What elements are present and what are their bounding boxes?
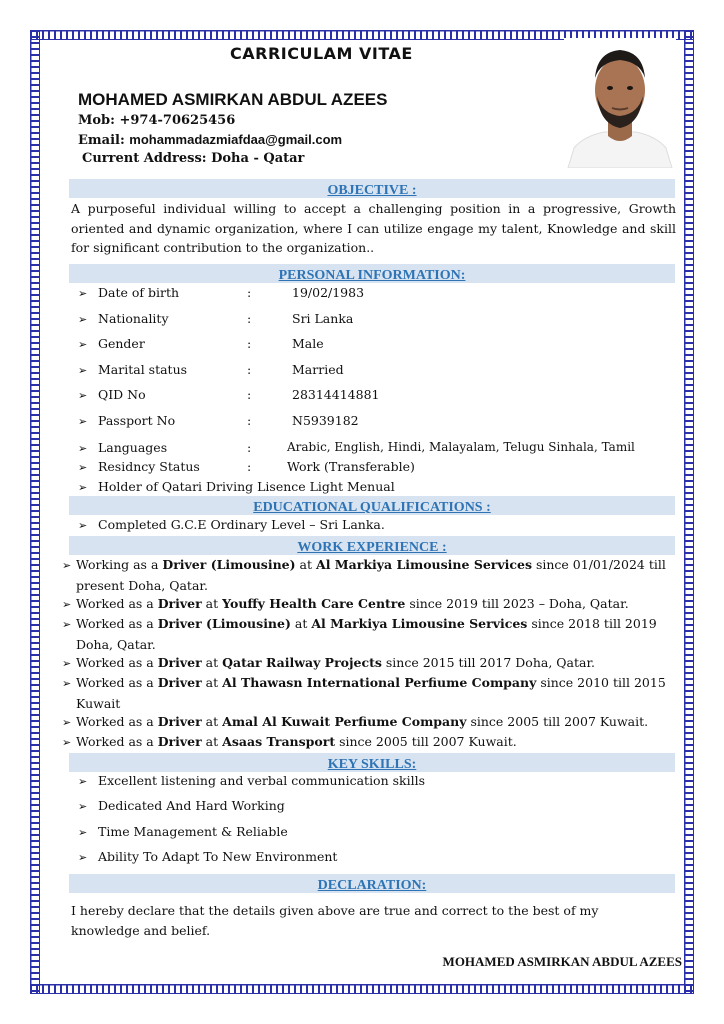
arrow-bullet-icon: ➢ xyxy=(62,716,72,729)
declaration-heading: DECLARATION: xyxy=(317,878,427,893)
work-cont: Doha, Qatar. xyxy=(76,636,156,652)
work-pre: Worked as a xyxy=(76,734,158,749)
arrow-bullet-icon: ➢ xyxy=(78,364,88,377)
work-pre: Worked as a xyxy=(76,675,158,690)
skill-item xyxy=(78,773,425,790)
personal-value: Work (Transferable) xyxy=(287,459,415,474)
work-pre: Worked as a xyxy=(76,714,158,729)
education-text: Completed G.C.E Ordinary Level – Sri Lanka. xyxy=(98,517,385,532)
work-role: Driver xyxy=(157,675,202,690)
arrow-bullet-icon: ➢ xyxy=(62,618,72,631)
arrow-bullet-icon: ➢ xyxy=(78,851,88,864)
address-value: Doha - Qatar xyxy=(211,151,305,166)
work-company: Al Markiya Limousine Services xyxy=(316,557,532,572)
work-item xyxy=(62,712,682,733)
arrow-bullet-icon: ➢ xyxy=(78,338,88,351)
arrow-bullet-icon: ➢ xyxy=(62,657,72,670)
skill-item xyxy=(78,824,288,841)
arrow-bullet-icon: ➢ xyxy=(78,519,88,532)
education-heading-bar xyxy=(69,496,675,515)
education-item xyxy=(78,517,385,534)
work-company: Al Markiya Limousine Services xyxy=(311,616,528,631)
personal-heading: PERSONAL INFORMATION: xyxy=(278,268,466,283)
declaration-heading-bar xyxy=(69,874,675,893)
profile-photo xyxy=(564,38,676,168)
arrow-bullet-icon: ➢ xyxy=(62,559,72,572)
personal-row-gender xyxy=(78,336,98,353)
work-mid: at xyxy=(201,734,223,749)
personal-colon: : xyxy=(247,387,252,402)
work-item xyxy=(62,594,682,615)
arrow-bullet-icon: ➢ xyxy=(62,677,72,690)
personal-label: Residncy Status xyxy=(98,459,200,474)
work-cont: Kuwait xyxy=(76,695,121,711)
work-cont: present Doha, Qatar. xyxy=(76,577,208,593)
skills-heading: KEY SKILLS: xyxy=(327,757,417,772)
work-item xyxy=(62,732,682,753)
personal-value: Male xyxy=(292,336,324,351)
work-item xyxy=(62,673,682,713)
personal-heading-bar xyxy=(69,264,675,283)
arrow-bullet-icon: ➢ xyxy=(78,826,88,839)
work-post: since 2015 till 2017 Doha, Qatar. xyxy=(381,655,596,670)
work-pre: Worked as a xyxy=(76,596,158,611)
personal-value: Arabic, English, Hindi, Malayalam, Telugu Sinhala, Tamil xyxy=(287,440,635,454)
work-role: Driver (Limousine) xyxy=(162,557,296,572)
work-role: Driver (Limousine) xyxy=(157,616,291,631)
email-line xyxy=(78,132,342,148)
border-right xyxy=(684,30,694,994)
work-pre: Worked as a xyxy=(76,616,158,631)
personal-colon: : xyxy=(247,362,252,377)
address-line xyxy=(82,151,304,166)
personal-label: Date of birth xyxy=(98,285,180,300)
personal-label: Marital status xyxy=(98,362,188,377)
document-title: CARRICULAM VITAE xyxy=(230,44,413,63)
skill-text: Time Management & Reliable xyxy=(98,824,288,839)
personal-colon: : xyxy=(247,285,252,300)
border-bottom xyxy=(30,984,694,994)
skill-item xyxy=(78,798,285,815)
personal-label: Passport No xyxy=(98,413,176,428)
portrait-illustration xyxy=(564,38,676,168)
work-item xyxy=(62,653,682,674)
email-value: mohammadazmiafdaa@gmail.com xyxy=(129,132,343,147)
work-item xyxy=(62,614,682,654)
arrow-bullet-icon: ➢ xyxy=(62,736,72,749)
work-post: since 01/01/2024 till xyxy=(532,557,666,572)
work-mid: at xyxy=(201,655,223,670)
work-role: Driver xyxy=(157,734,202,749)
education-heading: EDUCATIONAL QUALIFICATIONS : xyxy=(253,500,491,515)
work-mid: at xyxy=(201,675,223,690)
personal-value: 28314414881 xyxy=(292,387,380,402)
arrow-bullet-icon: ➢ xyxy=(78,415,88,428)
work-company: Qatar Railway Projects xyxy=(222,655,382,670)
objective-heading-bar xyxy=(69,179,675,198)
signature-name: MOHAMED ASMIRKAN ABDUL AZEES xyxy=(442,954,682,969)
driving-license-text: Holder of Qatari Driving Lisence Light Menual xyxy=(98,479,395,494)
work-mid: at xyxy=(290,616,312,631)
declaration-text: I hereby declare that the details given above are true and correct to the best of my knowledge and belief. xyxy=(71,903,599,938)
personal-colon: : xyxy=(247,440,252,455)
mobile-value: +974-70625456 xyxy=(119,113,236,128)
work-role: Driver xyxy=(157,714,202,729)
personal-label: Nationality xyxy=(98,311,169,326)
address-label: Current Address: xyxy=(82,151,207,166)
work-post: since 2005 till 2007 Kuwait. xyxy=(335,734,517,749)
work-heading-bar xyxy=(69,536,675,555)
work-company: Youffy Health Care Centre xyxy=(222,596,406,611)
personal-colon: : xyxy=(247,336,252,351)
work-role: Driver xyxy=(157,596,202,611)
work-post: since 2019 till 2023 – Doha, Qatar. xyxy=(405,596,629,611)
personal-row-driving xyxy=(78,479,395,496)
personal-row-dob xyxy=(78,285,98,302)
skill-text: Excellent listening and verbal communication skills xyxy=(98,773,426,788)
personal-value: 19/02/1983 xyxy=(292,285,365,300)
arrow-bullet-icon: ➢ xyxy=(62,598,72,611)
skills-heading-bar xyxy=(69,753,675,772)
arrow-bullet-icon: ➢ xyxy=(78,313,88,326)
personal-row-marital xyxy=(78,362,98,379)
work-pre: Working as a xyxy=(76,557,163,572)
arrow-bullet-icon: ➢ xyxy=(78,287,88,300)
personal-value: N5939182 xyxy=(292,413,359,428)
personal-colon: : xyxy=(247,311,252,326)
skill-text: Ability To Adapt To New Environment xyxy=(98,849,338,864)
personal-value: Married xyxy=(292,362,344,377)
work-role: Driver xyxy=(157,655,202,670)
personal-row-languages xyxy=(78,440,98,457)
work-pre: Worked as a xyxy=(76,655,158,670)
objective-text: A purposeful individual willing to accept a challenging position in a progressive, Growth oriented and dynamic organization, where I can utilize engage my talent, Knowledge and skill for significant contribution to the organization.. xyxy=(71,201,676,255)
personal-label: Languages xyxy=(98,440,168,455)
work-mid: at xyxy=(295,557,316,572)
work-company: Al Thawasn International Perfiume Company xyxy=(222,675,537,690)
personal-row-qid xyxy=(78,387,98,404)
personal-value: Sri Lanka xyxy=(292,311,354,326)
work-company: Amal Al Kuwait Perfiume Company xyxy=(222,714,467,729)
personal-colon: : xyxy=(247,459,252,474)
arrow-bullet-icon: ➢ xyxy=(78,442,88,455)
skill-text: Dedicated And Hard Working xyxy=(98,798,285,813)
personal-label: QID No xyxy=(98,387,146,402)
work-company: Asaas Transport xyxy=(222,734,336,749)
work-post: since 2010 till 2015 xyxy=(536,675,666,690)
mobile-label: Mob: xyxy=(78,113,115,128)
personal-colon: : xyxy=(247,413,252,428)
work-post: since 2005 till 2007 Kuwait. xyxy=(466,714,649,729)
personal-label: Gender xyxy=(98,336,145,351)
personal-row-nationality xyxy=(78,311,98,328)
personal-row-passport xyxy=(78,413,98,430)
mobile-line xyxy=(78,113,235,128)
skill-item xyxy=(78,849,337,866)
arrow-bullet-icon: ➢ xyxy=(78,461,88,474)
work-mid: at xyxy=(201,596,223,611)
arrow-bullet-icon: ➢ xyxy=(78,775,88,788)
work-post: since 2018 till 2019 xyxy=(527,616,657,631)
personal-row-residency xyxy=(78,459,98,476)
work-item xyxy=(62,555,682,595)
arrow-bullet-icon: ➢ xyxy=(78,389,88,402)
work-heading: WORK EXPERIENCE : xyxy=(297,540,447,555)
candidate-name: MOHAMED ASMIRKAN ABDUL AZEES xyxy=(78,90,388,109)
objective-heading: OBJECTIVE : xyxy=(327,183,417,198)
email-label: Email: xyxy=(78,133,125,148)
arrow-bullet-icon: ➢ xyxy=(78,481,88,494)
arrow-bullet-icon: ➢ xyxy=(78,800,88,813)
border-left xyxy=(30,30,40,994)
work-mid: at xyxy=(201,714,223,729)
